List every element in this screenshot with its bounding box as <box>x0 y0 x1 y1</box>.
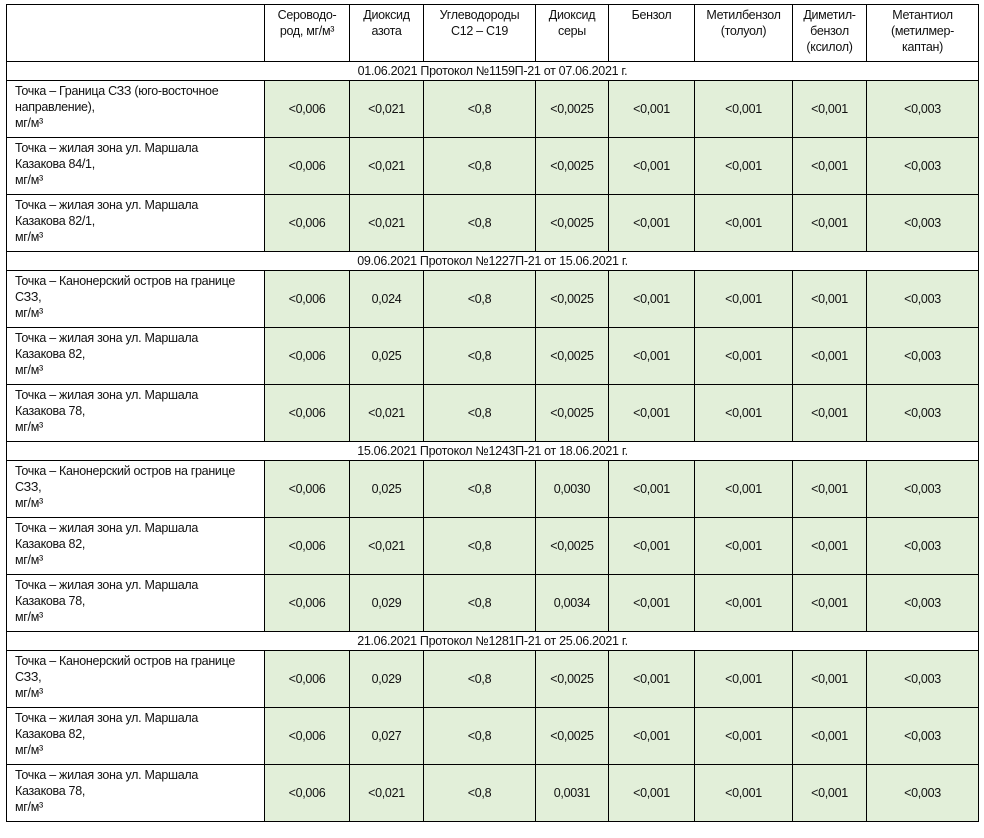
column-header: Диоксид серы <box>536 5 609 62</box>
value-cell: <0,0025 <box>536 195 609 252</box>
value-cell: <0,8 <box>424 765 536 822</box>
value-cell: <0,001 <box>609 461 695 518</box>
header-row <box>7 5 979 62</box>
value-cell: <0,006 <box>265 651 350 708</box>
value-cell: <0,001 <box>793 708 867 765</box>
value-cell: <0,001 <box>695 81 793 138</box>
value-cell: <0,006 <box>265 518 350 575</box>
value-cell: <0,003 <box>867 708 979 765</box>
value-cell: <0,003 <box>867 328 979 385</box>
value-cell: <0,001 <box>609 765 695 822</box>
value-cell: 0,029 <box>350 575 424 632</box>
value-cell: <0,0025 <box>536 271 609 328</box>
value-cell: <0,006 <box>265 708 350 765</box>
table-body <box>7 62 979 822</box>
table-row <box>7 765 979 822</box>
value-cell: <0,001 <box>609 575 695 632</box>
column-header: Метантиол (метилмер- каптан) <box>867 5 979 62</box>
value-cell: <0,001 <box>793 328 867 385</box>
point-label: Точка – Граница СЗЗ (юго-восточное направление), мг/м³ <box>7 81 265 138</box>
value-cell: <0,001 <box>793 765 867 822</box>
value-cell: <0,001 <box>793 81 867 138</box>
value-cell: <0,006 <box>265 461 350 518</box>
value-cell: <0,001 <box>793 518 867 575</box>
value-cell: <0,001 <box>609 195 695 252</box>
table-row <box>7 271 979 328</box>
value-cell: <0,001 <box>793 575 867 632</box>
value-cell: <0,0025 <box>536 385 609 442</box>
point-label: Точка – жилая зона ул. Маршала Казакова 84/1, мг/м³ <box>7 138 265 195</box>
value-cell: <0,006 <box>265 271 350 328</box>
value-cell: <0,001 <box>695 708 793 765</box>
value-cell: <0,8 <box>424 575 536 632</box>
section-header-row <box>7 442 979 461</box>
table-row <box>7 328 979 385</box>
point-label: Точка – жилая зона ул. Маршала Казакова 78, мг/м³ <box>7 385 265 442</box>
point-label: Точка – жилая зона ул. Маршала Казакова 82, мг/м³ <box>7 708 265 765</box>
value-cell: 0,025 <box>350 461 424 518</box>
value-cell: <0,001 <box>793 461 867 518</box>
value-cell: 0,024 <box>350 271 424 328</box>
value-cell: <0,001 <box>695 765 793 822</box>
section-header-row <box>7 252 979 271</box>
table-row <box>7 385 979 442</box>
table-row <box>7 195 979 252</box>
value-cell: <0,001 <box>695 651 793 708</box>
value-cell: <0,001 <box>609 708 695 765</box>
value-cell: 0,027 <box>350 708 424 765</box>
table-row <box>7 518 979 575</box>
value-cell: <0,021 <box>350 518 424 575</box>
column-header: Углеводороды С12 – С19 <box>424 5 536 62</box>
point-label: Точка – жилая зона ул. Маршала Казакова 82/1, мг/м³ <box>7 195 265 252</box>
section-title: 09.06.2021 Протокол №1227П-21 от 15.06.2021 г. <box>7 252 979 271</box>
value-cell: <0,0025 <box>536 651 609 708</box>
value-cell: <0,006 <box>265 81 350 138</box>
value-cell: <0,001 <box>695 385 793 442</box>
value-cell: <0,001 <box>793 195 867 252</box>
value-cell: <0,003 <box>867 765 979 822</box>
value-cell: <0,003 <box>867 195 979 252</box>
value-cell: <0,0025 <box>536 138 609 195</box>
value-cell: <0,003 <box>867 651 979 708</box>
value-cell: <0,001 <box>609 651 695 708</box>
section-header-row <box>7 62 979 81</box>
value-cell: <0,001 <box>695 461 793 518</box>
value-cell: <0,001 <box>609 518 695 575</box>
value-cell: <0,001 <box>695 138 793 195</box>
column-header: Диоксид азота <box>350 5 424 62</box>
value-cell: <0,8 <box>424 271 536 328</box>
value-cell: <0,8 <box>424 81 536 138</box>
value-cell: <0,0025 <box>536 81 609 138</box>
value-cell: <0,003 <box>867 138 979 195</box>
point-label: Точка – Канонерский остров на границе СЗЗ, мг/м³ <box>7 461 265 518</box>
value-cell: 0,029 <box>350 651 424 708</box>
column-header: Бензол <box>609 5 695 62</box>
section-title: 15.06.2021 Протокол №1243П-21 от 18.06.2021 г. <box>7 442 979 461</box>
value-cell: <0,001 <box>793 138 867 195</box>
point-label: Точка – жилая зона ул. Маршала Казакова 82, мг/м³ <box>7 328 265 385</box>
value-cell: <0,021 <box>350 138 424 195</box>
value-cell: <0,001 <box>793 385 867 442</box>
value-cell: 0,0031 <box>536 765 609 822</box>
value-cell: <0,001 <box>609 328 695 385</box>
value-cell: <0,006 <box>265 575 350 632</box>
value-cell: <0,006 <box>265 138 350 195</box>
value-cell: <0,8 <box>424 518 536 575</box>
column-header: Диметил- бензол (ксилол) <box>793 5 867 62</box>
value-cell: 0,0034 <box>536 575 609 632</box>
point-label: Точка – жилая зона ул. Маршала Казакова 78, мг/м³ <box>7 765 265 822</box>
value-cell: <0,001 <box>695 518 793 575</box>
value-cell: 0,025 <box>350 328 424 385</box>
header-point-cell <box>7 5 265 62</box>
value-cell: <0,001 <box>609 271 695 328</box>
measurements-table-wrapper <box>6 4 979 822</box>
table-row <box>7 81 979 138</box>
value-cell: <0,001 <box>695 575 793 632</box>
value-cell: <0,003 <box>867 385 979 442</box>
value-cell: <0,006 <box>265 328 350 385</box>
table-row <box>7 575 979 632</box>
value-cell: <0,021 <box>350 81 424 138</box>
value-cell: <0,8 <box>424 138 536 195</box>
value-cell: <0,001 <box>695 195 793 252</box>
value-cell: <0,021 <box>350 195 424 252</box>
value-cell: <0,0025 <box>536 328 609 385</box>
value-cell: <0,0025 <box>536 518 609 575</box>
value-cell: <0,8 <box>424 708 536 765</box>
value-cell: <0,001 <box>609 385 695 442</box>
value-cell: <0,001 <box>695 271 793 328</box>
value-cell: <0,006 <box>265 765 350 822</box>
value-cell: <0,001 <box>695 328 793 385</box>
table-row <box>7 651 979 708</box>
value-cell: <0,021 <box>350 385 424 442</box>
value-cell: <0,003 <box>867 575 979 632</box>
measurements-table <box>6 4 979 822</box>
value-cell: <0,8 <box>424 195 536 252</box>
table-row <box>7 461 979 518</box>
point-label: Точка – Канонерский остров на границе СЗЗ, мг/м³ <box>7 271 265 328</box>
table-row <box>7 708 979 765</box>
value-cell: <0,003 <box>867 81 979 138</box>
value-cell: <0,8 <box>424 651 536 708</box>
value-cell: <0,006 <box>265 195 350 252</box>
value-cell: <0,8 <box>424 385 536 442</box>
value-cell: <0,003 <box>867 461 979 518</box>
value-cell: <0,006 <box>265 385 350 442</box>
value-cell: <0,001 <box>793 271 867 328</box>
section-title: 21.06.2021 Протокол №1281П-21 от 25.06.2021 г. <box>7 632 979 651</box>
value-cell: <0,001 <box>609 81 695 138</box>
value-cell: <0,001 <box>609 138 695 195</box>
value-cell: <0,001 <box>793 651 867 708</box>
value-cell: <0,003 <box>867 518 979 575</box>
table-row <box>7 138 979 195</box>
point-label: Точка – жилая зона ул. Маршала Казакова 82, мг/м³ <box>7 518 265 575</box>
section-title: 01.06.2021 Протокол №1159П-21 от 07.06.2021 г. <box>7 62 979 81</box>
column-header: Метилбензол (толуол) <box>695 5 793 62</box>
value-cell: <0,8 <box>424 461 536 518</box>
value-cell: 0,0030 <box>536 461 609 518</box>
value-cell: <0,003 <box>867 271 979 328</box>
point-label: Точка – Канонерский остров на границе СЗЗ, мг/м³ <box>7 651 265 708</box>
section-header-row <box>7 632 979 651</box>
value-cell: <0,021 <box>350 765 424 822</box>
column-header: Сероводо- род, мг/м³ <box>265 5 350 62</box>
value-cell: <0,0025 <box>536 708 609 765</box>
value-cell: <0,8 <box>424 328 536 385</box>
point-label: Точка – жилая зона ул. Маршала Казакова 78, мг/м³ <box>7 575 265 632</box>
